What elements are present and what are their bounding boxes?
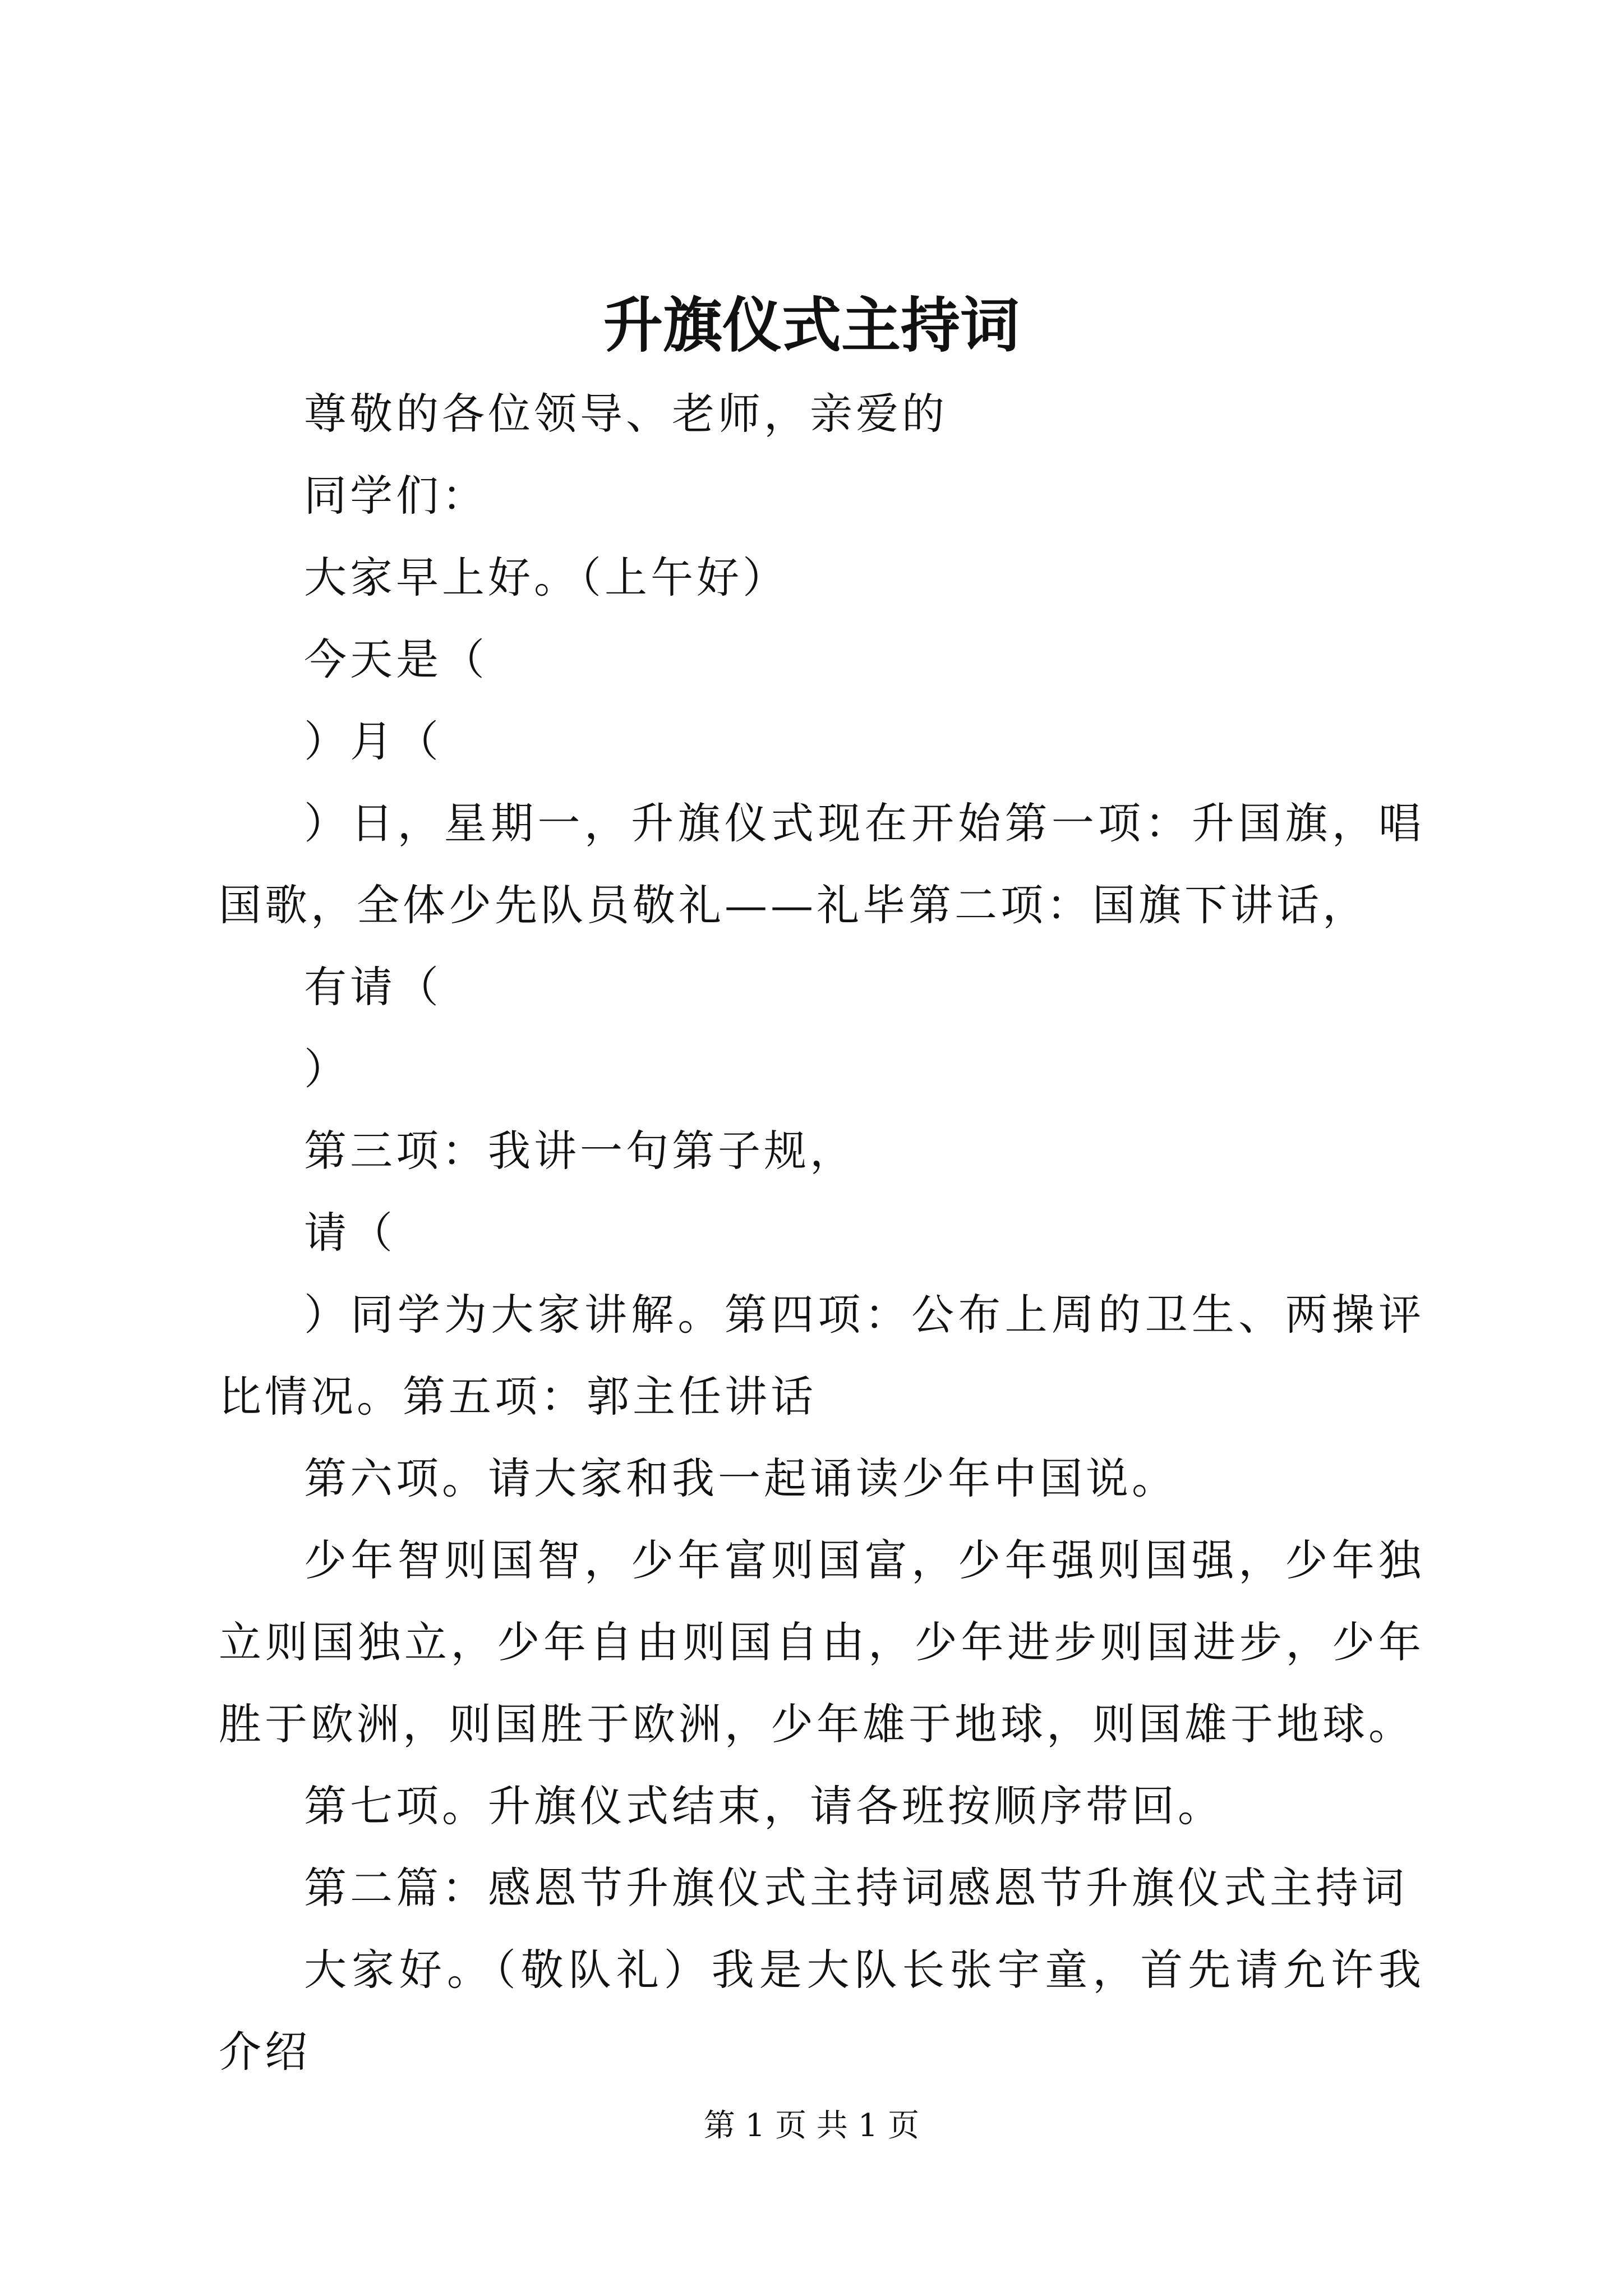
paragraph: 今天是（ [304,634,488,684]
paragraph: 大家好。（敬队礼）我是大队长张宇童，首先请允许我介绍 [219,1945,1424,2077]
paragraph: 第三项：我讲一句第子规， [304,1126,856,1176]
page-footer: 第 1 页 共 1 页 [703,2108,920,2144]
paragraph: 第六项。请大家和我一起诵读少年中国说。 [304,1453,1178,1503]
paragraph: ）日，星期一，升旗仪式现在开始第一项：升国旗，唱国歌，全体少先队员敬礼——礼毕第二项：国旗下讲话， [219,798,1424,930]
paragraph: 第七项。升旗仪式结束，请各班按顺序带回。 [304,1781,1224,1831]
paragraph: 第二篇：感恩节升旗仪式主持词感恩节升旗仪式主持词 [304,1863,1408,1913]
paragraph: 少年智则国智，少年富则国富，少年强则国强，少年独立则国独立，少年自由则国自由，少年进步则国进步，少年胜于欧洲，则国胜于欧洲，少年雄于地球，则国雄于地球。 [219,1535,1424,1749]
paragraph: ） [304,1044,350,1094]
paragraph: 同学们： [304,471,488,521]
paragraph: ）同学为大家讲解。第四项：公布上周的卫生、两操评比情况。第五项：郭主任讲话 [219,1290,1424,1421]
paragraph: 有请（ [304,962,442,1012]
paragraph: ）月（ [304,716,442,766]
document-body [219,373,1424,2093]
document-title: 升旗仪式主持词 [603,290,1020,360]
paragraph: 请（ [304,1208,396,1258]
paragraph: 尊敬的各位领导、老师，亲爱的 [304,389,948,439]
paragraph: 大家早上好。（上午好） [304,553,789,602]
